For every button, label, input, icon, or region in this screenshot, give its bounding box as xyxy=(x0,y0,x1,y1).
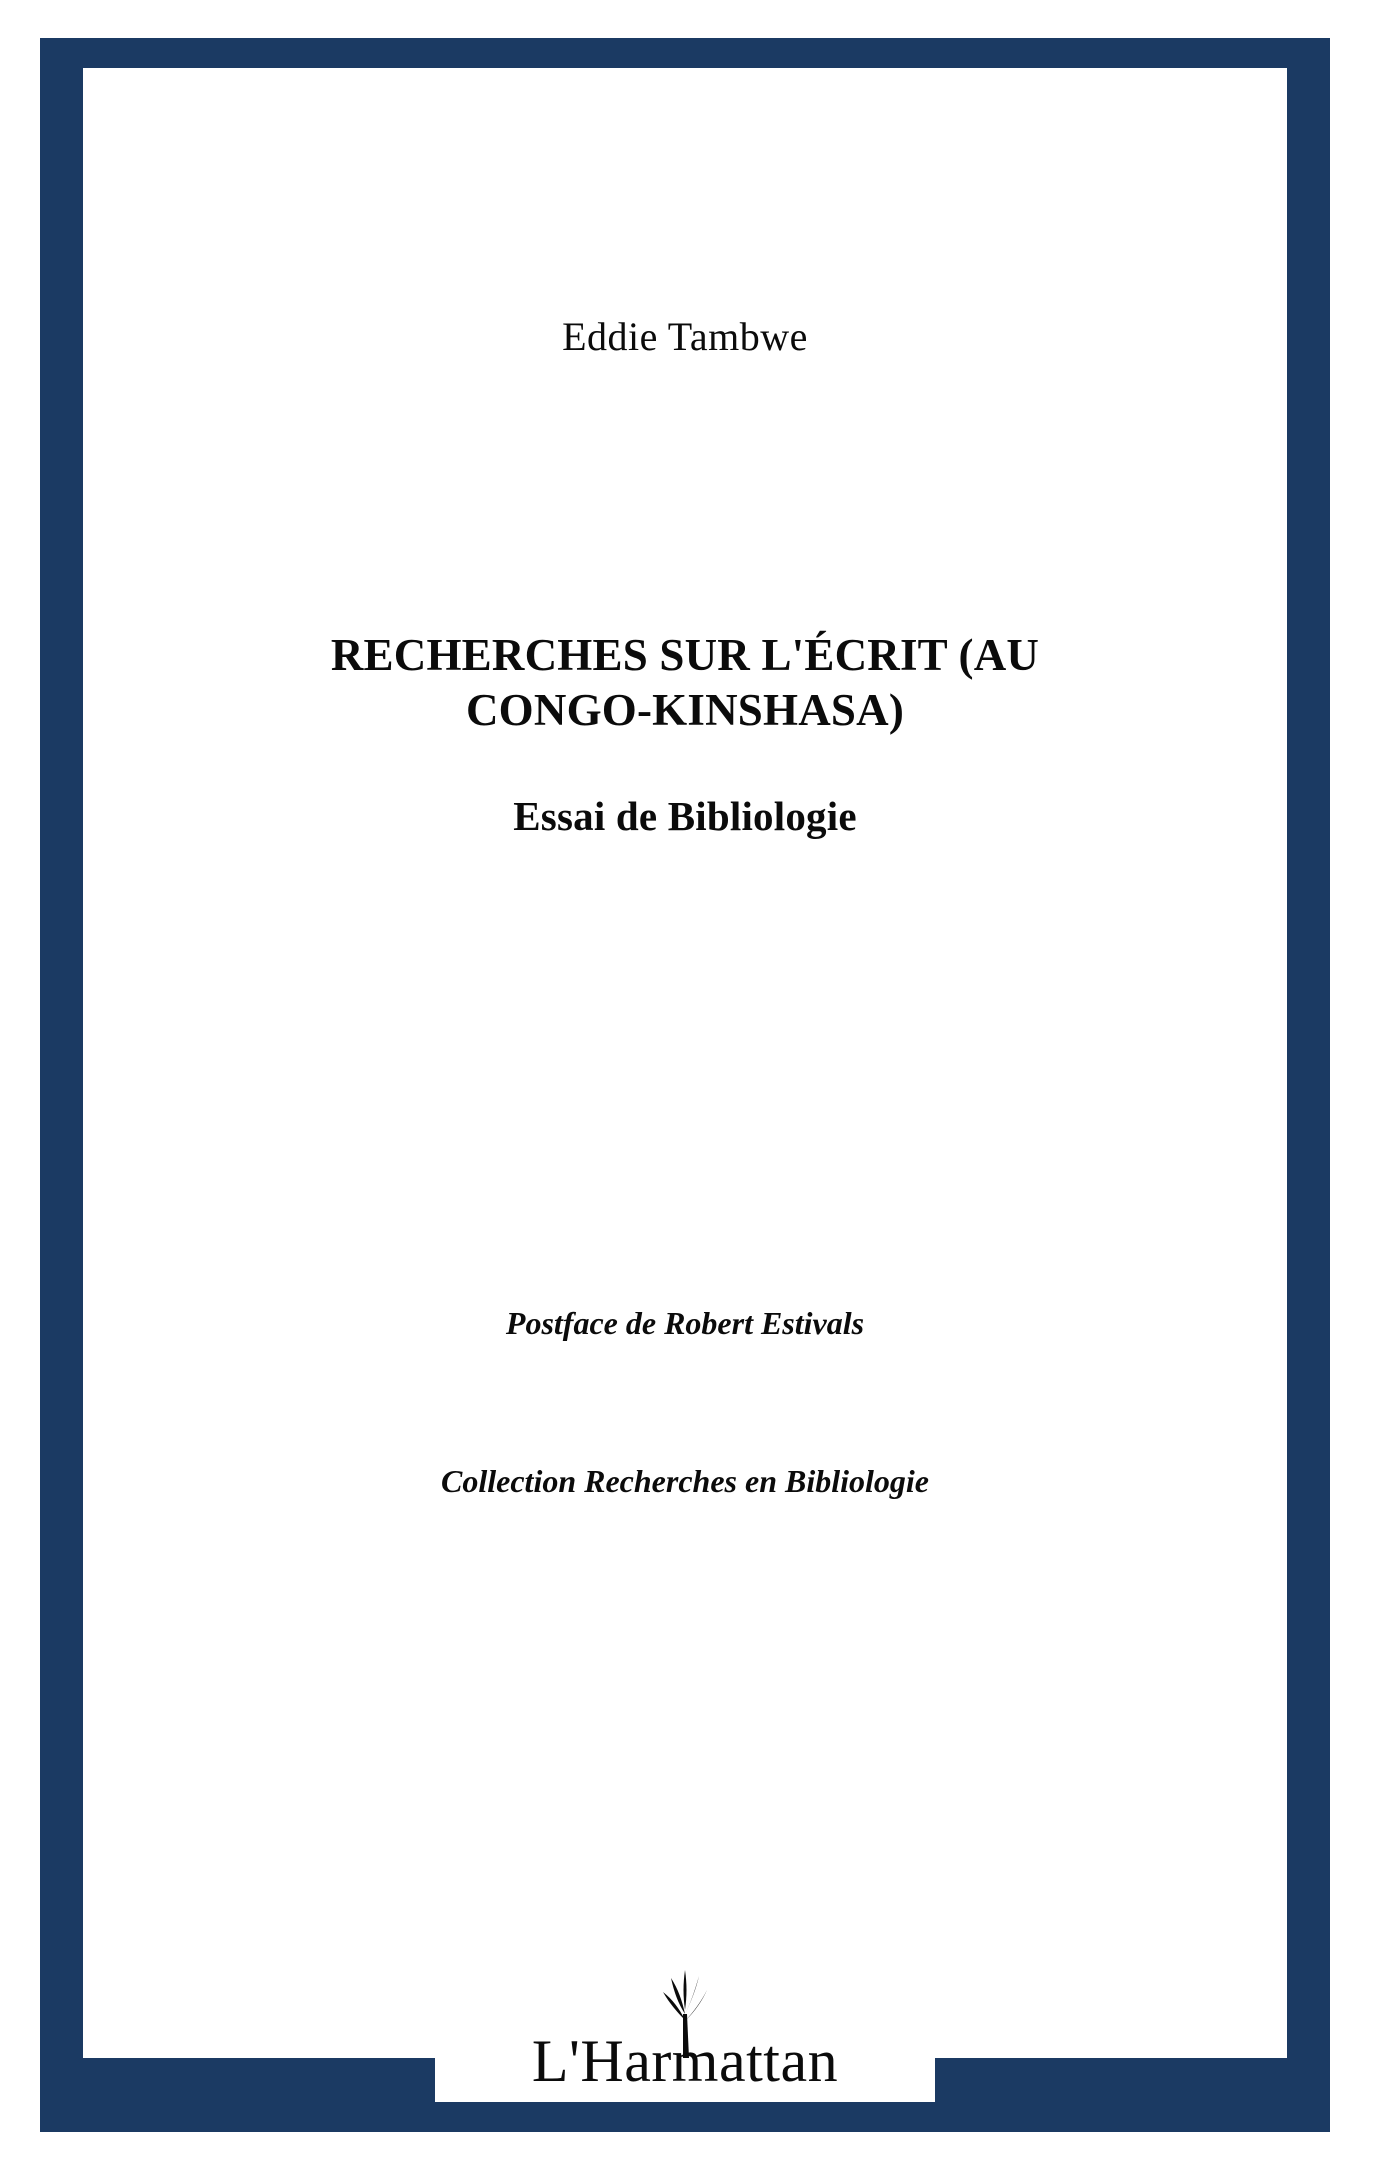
page-title: RECHERCHES SUR L'ÉCRIT (AU CONGO-KINSHASA) xyxy=(330,630,1040,735)
collection-name: Collection Recherches en Bibliologie xyxy=(441,1463,929,1499)
cover-white-field xyxy=(83,68,1287,2092)
cover-border-frame xyxy=(40,38,1330,2132)
publisher-plate xyxy=(435,1952,935,2102)
cover-content xyxy=(83,68,1287,2092)
author-name: Eddie Tambwe xyxy=(562,314,808,359)
page-subtitle: Essai de Bibliologie xyxy=(513,792,857,839)
title-block xyxy=(243,628,1127,840)
publisher-logo xyxy=(475,1962,895,2102)
postface-credit: Postface de Robert Estivals xyxy=(505,1305,865,1341)
publisher-name: L'Harmattan xyxy=(531,2028,839,2094)
publisher-band xyxy=(83,2028,1287,2102)
